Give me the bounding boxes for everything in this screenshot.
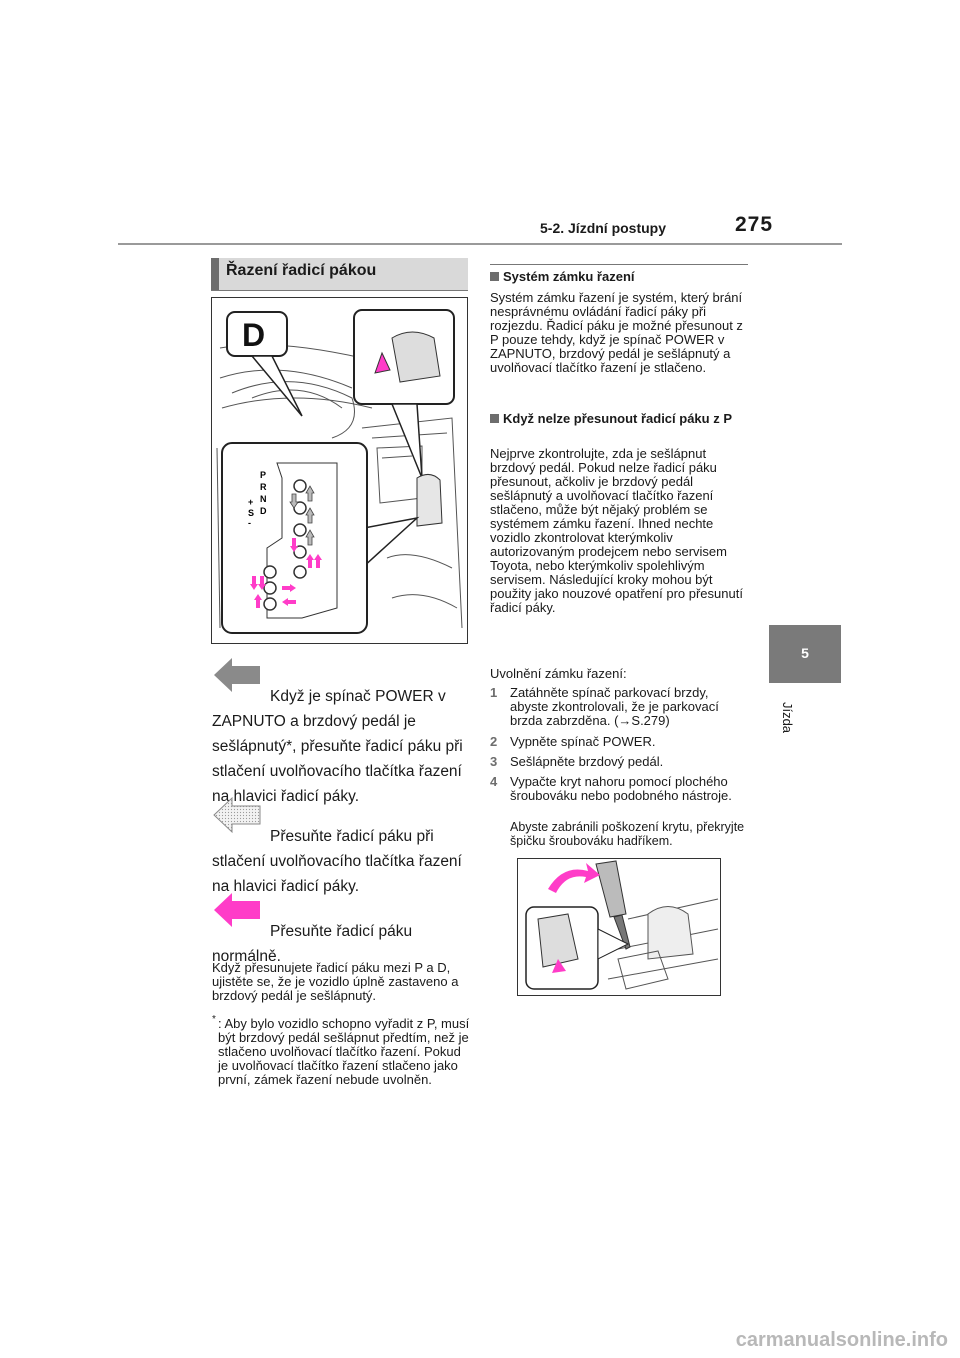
step-4: 4 Vypačte kryt nahoru pomocí plochého šroubováku nebo podobného nástroje. (490, 774, 732, 803)
cannot-move-text: Nejprve zkontrolujte, zda je sešlápnut brzdový pedál. Pokud nelze řadicí páku přesunout, ačkoliv je brzdový pedál sešlápnutý a uvolňovací tlačítko řazení stlačeno, může být nějaký problém se systémem zámku řazení. Ihned nechte vozidlo zkontrolovat kterýmkoliv autorizovaným prodejcem nebo servisem Toyota, nebo kterýmkoliv spolehlivým servisem. Následující kroky mohou být použity jako nouzové opatření pro přesunutí řadicí páky. (490, 446, 743, 615)
footnote-text: : Aby bylo vozidlo schopno vyřadit z P, musí být brzdový pedál sešlápnut předtím, než je stlačeno uvolňovací tlačítko řazení. Pokud je uvolňovací tlačítko řazení stlačeno jako první, zámek řazení nebude uvolněn. (218, 1016, 470, 1087)
watermark: carmanualsonline.info (735, 1329, 948, 1351)
chapter-tab[interactable] (769, 625, 841, 683)
chapter-label-text: Jízda (780, 701, 796, 734)
svg-text:N: N (260, 494, 267, 504)
section-heading-bar (211, 258, 219, 290)
step-4-note: Abyste zabránili poškození krytu, překryjte špičku šroubováku hadříkem. (510, 820, 745, 848)
svg-text:R: R (260, 482, 267, 492)
screwdriver-svg (518, 859, 721, 996)
shift-lock-heading: Systém zámku řazení (490, 270, 748, 284)
svg-text:D: D (260, 506, 267, 516)
section-title: 5-2. Jízdní postupy (540, 220, 667, 236)
note-text: Když přesunujete řadicí páku mezi P a D, ujistěte se, že je vozidlo úplně zastaveno a brzdový pedál je sešlápnutý. (212, 960, 459, 1003)
section-heading-rule (211, 290, 468, 291)
heading-bullet-icon (490, 272, 499, 281)
chapter-number: 5 (801, 645, 809, 661)
chapter-label (782, 690, 802, 750)
svg-text:P: P (260, 470, 267, 480)
legend-text-2: Přesuňte řadicí páku při stlačení uvolňovacího tlačítka řazení na hlavici řadicí páky. (212, 828, 462, 895)
step-1: 1 Zatáhněte spínač parkovací brzdy, abyste zkontrolovali, že je parkovací brzda zabrzděna. (→S.279) (490, 685, 719, 728)
right-column-rule (490, 264, 748, 265)
heading-bullet-icon (490, 414, 499, 423)
legend-text-1: Když je spínač POWER v ZAPNUTO a brzdový pedál je sešlápnutý*, přesuňte řadicí páku při stlačení uvolňovacího tlačítka řazení na hlavici řadicí páky. (212, 688, 463, 805)
screwdriver-illustration (517, 858, 721, 996)
knob-callout (354, 310, 454, 478)
shift-lock-text: Systém zámku řazení je systém, který brání nesprávnému ovládání řadicí páky při rozjezdu. Řadicí páku je možné přesunout z P pouze tehdy, když je spínač POWER v ZAPNUTO, brzdový pedál je sešlápnutý a uvolňovací tlačítko řazení je stlačeno. (490, 290, 743, 375)
page-number: 275 (735, 213, 774, 236)
svg-text:S: S (248, 508, 255, 518)
callout-letter: D (242, 317, 266, 353)
step-2: 2 Vypněte spínač POWER. (490, 734, 656, 749)
shift-lever-svg (212, 298, 468, 644)
release-intro: Uvolnění zámku řazení: (490, 666, 627, 681)
gear-d-callout (227, 312, 302, 416)
svg-text:-: - (248, 518, 251, 528)
svg-text:+: + (248, 497, 254, 507)
cannot-move-heading: Když nelze přesunout řadicí páku z P (490, 412, 748, 426)
section-heading: Řazení řadicí pákou (226, 262, 377, 279)
header-divider (118, 243, 842, 245)
footnote-mark: * (212, 1014, 216, 1025)
shift-lever-illustration (211, 297, 468, 644)
shift-gate-callout (222, 443, 417, 633)
legend-text-3: Přesuňte řadicí páku normálně. (212, 923, 413, 965)
step-3: 3 Sešlápněte brzdový pedál. (490, 754, 664, 769)
